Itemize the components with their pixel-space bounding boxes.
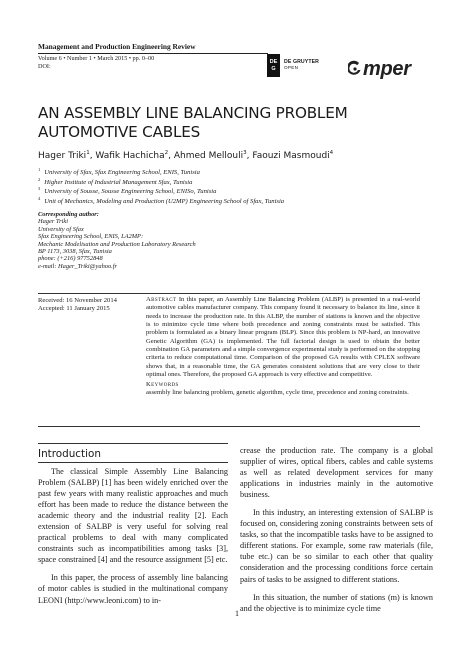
- corresponding-author-line: Hager Triki: [38, 218, 69, 226]
- corresponding-author-line: Mechanic Modelisation and Production Laboratory Research: [38, 240, 196, 248]
- affiliation-text: Higher Institute of Industrial Management Sfax, Tunisia: [44, 178, 193, 186]
- author-affiliation-marker: 2: [164, 150, 169, 156]
- author-separator: ,: [89, 151, 96, 161]
- affiliation-text: University of Sousse, Sousse Engineering School, ENISo, Tunisia: [44, 188, 217, 195]
- article-dates: [38, 297, 117, 313]
- body-paragraph: In this industry, an interesting extension of SALBP is focused on, considering zoning constraints between sets of tasks, so that the incompatible tasks have to be assigned to different stations. For example, some raw materials (file, tube etc.) can be so similar to each other that quality consideration and the processing conditions force certain pairs of tasks to be assigned to different stations.: [240, 508, 433, 584]
- author-name: Faouzi Masmoudi: [252, 151, 330, 161]
- abstract-text: In this paper, an Assembly Line Balancing Problem (ALBP) is presented in a real-world automotive cables manufacturer company. This company found it necessary to balance its line, since it needs to increase the production rate. In this ALBP, the number of stations is known and the objective is to minimize cycle time where both precedence and zoning constraints must be satisfied. This problem is formulated as a binary linear program (BLP). Since this problem is NP-hard, an innovative Genetic Algorithm (GA) is implemented. The full factorial design is used to obtain the better combination GA parameters and a simple convergence experimental study is performed on the stopping criteria to reduce computational time. Comparison of the proposed GA results with CPLEX software shows that, in a reasonable time, the GA generates consistent solutions that are very close to their optimal ones. Therefore, the proposed GA approach is very effective and competitive.: [146, 296, 421, 379]
- paper-title-line1: AN ASSEMBLY LINE BALANCING PROBLEM: [38, 104, 348, 122]
- author-affiliation-marker: 3: [243, 150, 247, 156]
- mper-gear-icon: [348, 60, 362, 78]
- section-top-rule: [38, 443, 228, 444]
- affiliation: [38, 187, 284, 197]
- author-separator: ,: [246, 151, 253, 161]
- keywords-label: Keywords: [146, 380, 179, 388]
- corresponding-author-line: University of Sfax: [38, 225, 84, 233]
- affiliation-marker: 2: [38, 176, 41, 182]
- affiliation: [38, 197, 284, 207]
- de-gruyter-logo-top: DE: [269, 58, 278, 65]
- accepted-date: Accepted: 11 January 2015: [38, 305, 110, 313]
- abstract-bottom-rule: [38, 426, 420, 427]
- corresponding-author-block: [38, 211, 196, 270]
- body-column-left: [38, 466, 228, 613]
- corresponding-author-line: phone: (+216) 97752848: [38, 255, 103, 263]
- paper-title-line2: AUTOMOTIVE CABLES: [38, 122, 201, 141]
- author-name: Hager Triki: [38, 151, 87, 161]
- author-name: Ahmed Mellouli: [173, 151, 244, 161]
- mper-logo: [348, 58, 411, 80]
- keywords-text: assembly line balancing problem, genetic algorithm, cycle time, precedence and zoning constraints.: [146, 389, 409, 397]
- de-gruyter-logo: [267, 54, 280, 77]
- corresponding-author-line: Sfax Engineering School, ENIS, LA2MP:: [38, 233, 144, 241]
- body-paragraph: In this situation, the number of stations (m) is known and the objective is to minimize cycle time: [240, 592, 433, 613]
- author-name: Wafik Hachicha: [95, 151, 165, 161]
- body-column-right: [240, 445, 433, 621]
- publisher-name-line2: OPEN: [284, 65, 299, 70]
- journal-name: Management and Production Engineering Review: [38, 42, 196, 51]
- journal-volume-info: Volume 6 • Number 1 • March 2015 • pp. 0–00: [38, 55, 155, 63]
- publisher-name: [284, 59, 319, 71]
- author-list: [38, 151, 333, 162]
- abstract-top-rule: [38, 293, 420, 294]
- body-paragraph: The classical Simple Assembly Line Balancing Problem (SALBP) [1] has been widely enriched over the past few years with many realistic approaches and much effort has been made to reduce the distance between the academic theory and the industrial reality [2]. Each extension of SALBP is very useful for solving real practical problems to deal with many complicated constraints such as incompatibilities among tasks [3], space constrained [4] and the resource assignment [5] etc.: [38, 467, 228, 565]
- received-date: Received: 16 November 2014: [38, 297, 117, 304]
- page-number: 1: [235, 609, 239, 618]
- journal-header: [38, 42, 298, 70]
- affiliation-list: [38, 168, 284, 206]
- abstract-label: Abstract: [146, 296, 177, 303]
- body-paragraph: In this paper, the process of assembly line balancing of motor cables is studied in the multinational company LEONI (http://www.leoni.com) to in-: [38, 573, 228, 605]
- affiliation: [38, 178, 284, 188]
- corresponding-author-email: e-mail: Hager_Triki@yahoo.fr: [38, 262, 118, 270]
- publisher-name-line1: DE GRUYTER: [284, 59, 320, 65]
- author-affiliation-marker: 4: [329, 150, 334, 156]
- journal-header-rule: [38, 53, 268, 54]
- corresponding-author-heading: Corresponding author:: [38, 211, 99, 218]
- corresponding-author-line: BP 1173, 3038, Sfax, Tunisia: [38, 248, 112, 256]
- affiliation-marker: 1: [38, 167, 41, 172]
- section-heading-introduction: Introduction: [38, 448, 101, 460]
- journal-doi: DOI:: [38, 62, 51, 70]
- author-separator: ,: [168, 151, 174, 161]
- body-paragraph: crease the production rate. The company is a global supplier of wires, optical fibers, cables and cable systems as well as related development services for many applications in industries mainly in the automotive business.: [240, 446, 433, 500]
- abstract-block: [146, 296, 420, 398]
- mper-logo-text: mper: [363, 58, 411, 80]
- affiliation-marker: 3: [38, 186, 41, 191]
- affiliation-marker: 4: [38, 195, 41, 201]
- affiliation-text: University of Sfax, Sfax Engineering School, ENIS, Tunisia: [44, 169, 200, 176]
- author-affiliation-marker: 1: [86, 150, 90, 156]
- de-gruyter-logo-bottom: G: [271, 65, 276, 72]
- affiliation-text: Unit of Mechanics, Modeling and Production (U2MP) Engineering School of Sfax, Tunisia: [44, 197, 285, 205]
- section-bottom-rule: [38, 462, 228, 463]
- paper-title: [38, 104, 378, 141]
- affiliation: [38, 168, 284, 178]
